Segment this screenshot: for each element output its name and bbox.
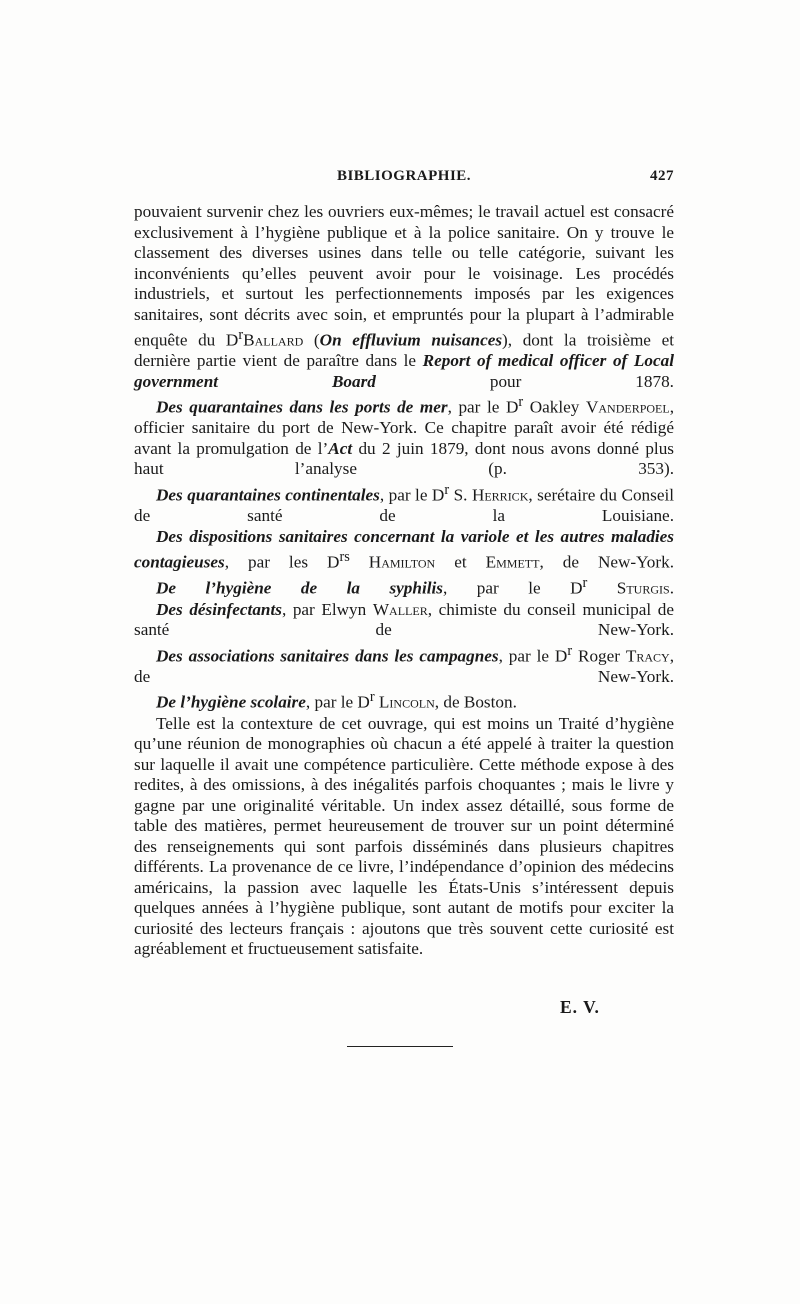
conclusion-paragraph: Telle est la contexture de cet ouvrage, qui est moins un Traité d’hygiène qu’une réunion de monographies où chacun a été appelé à traiter la question sur laquelle il avait une compétence particulière. Cette méthode expose à des redites, à des omissions, à des inégalités parfois choquantes ; mais le livre y gagne par une originalité véritable. Un index assez détaillé, sous forme de table des matières, permet heureusement de trouver sur un point déterminé des renseignements qui sont parfois disséminés dans plusieurs chapitres différents. La provenance de ce livre, l’indépendance d’opinion des médecins américains, la passion avec laquelle les États-Unis s’intéressent depuis quelques années à l’hygiène publique, sont autant de motifs pour exciter la curiosité des lecteurs français : ajoutons que très souvent cette curiosité est agréablement et fructueusement satisfaite. (134, 713, 674, 959)
author-name: Ballard (243, 330, 304, 350)
page-number: 427 (650, 168, 674, 184)
body-text (134, 202, 674, 960)
chapter-entry: Des dispositions sanitaires concernant la variole et les autres maladies contagieuses, par les $D^{rs}$ Hamilton et Emmett, de New-York. (134, 526, 675, 572)
author-name: Lincoln (378, 693, 435, 713)
chapter-title: Des quarantaines continentales (156, 485, 380, 505)
author-name: Emmett (485, 552, 540, 572)
section-divider (347, 1046, 453, 1047)
author-name: Waller (372, 599, 428, 619)
work-title: Report of medical officer of Local government Board (134, 351, 674, 391)
chapter-title: Des désinfectants (156, 599, 282, 619)
running-header (134, 168, 674, 190)
author-name: Hamilton (368, 552, 436, 572)
chapter-entry: Des quarantaines dans les ports de mer, par le $D^r$ Oakley Vanderpoel, officier sanitaire du port de New-York. Ce chapitre paraît avoir été rédigé avant la promulgation de l’Act du 2 juin 1879, dont nous avons donné plus haut l’analyse (p. 353). (134, 394, 674, 479)
chapter-title: Des quarantaines dans les ports de mer (156, 397, 448, 417)
chapter-title: De l’hygiène scolaire (156, 693, 306, 713)
author-name: Herrick (471, 485, 529, 505)
chapter-entry: Des désinfectants, par Elwyn Waller, chimiste du conseil municipal de santé de New-York. (134, 599, 674, 640)
chapter-title: Des dispositions sanitaires concernant la variole et les autres maladies contagieuses (134, 526, 674, 572)
running-title: BIBLIOGRAPHIE. (336, 168, 472, 184)
chapter-title: De l’hygiène de la syphilis (156, 579, 443, 599)
chapter-entry: Des associations sanitaires dans les campagnes, par le $D^r$ Roger Tracy, de New-York. (134, 642, 675, 686)
paragraph-continuation: pouvaient survenir chez les ouvriers eux-mêmes; le travail actuel est consacré exclusivement à l’hygiène publique et à la police sanitaire. On y trouve le classement des diverses usines dans telle ou telle catégorie, suivant les inconvénients qu’elles peuvent avoir pour le voisinage. Les procédés industriels, et surtout les perfectionnements imposés par les exigences sanitaires, sont décrits avec soin, et empruntés pour la plupart à l’admirable enquête du $D^rBallard$ (On effluvium nuisances), dont la troisième et dernière partie vient de paraître dans le Report of medical officer of Local government Board pour 1878. (134, 202, 674, 391)
chapter-title: Des associations sanitaires dans les campagnes (156, 646, 499, 666)
chapter-entry: De l’hygiène de la syphilis, par le $D^r$ Sturgis. (156, 575, 674, 599)
author-name: Sturgis (616, 579, 670, 599)
work-title: On effluvium nuisances (319, 330, 503, 350)
review-signature: E. V. (560, 997, 600, 1017)
author-name: Tracy (625, 646, 670, 666)
author-name: Vanderpoel (585, 397, 670, 417)
chapter-entry: Des quarantaines continentales, par le $D^r$ S. Herrick, serétaire du Conseil de santé de la Louisiane. (134, 481, 674, 526)
chapter-entry: De l’hygiène scolaire, par le $D^r$ Lincoln, de Boston. (156, 689, 517, 713)
